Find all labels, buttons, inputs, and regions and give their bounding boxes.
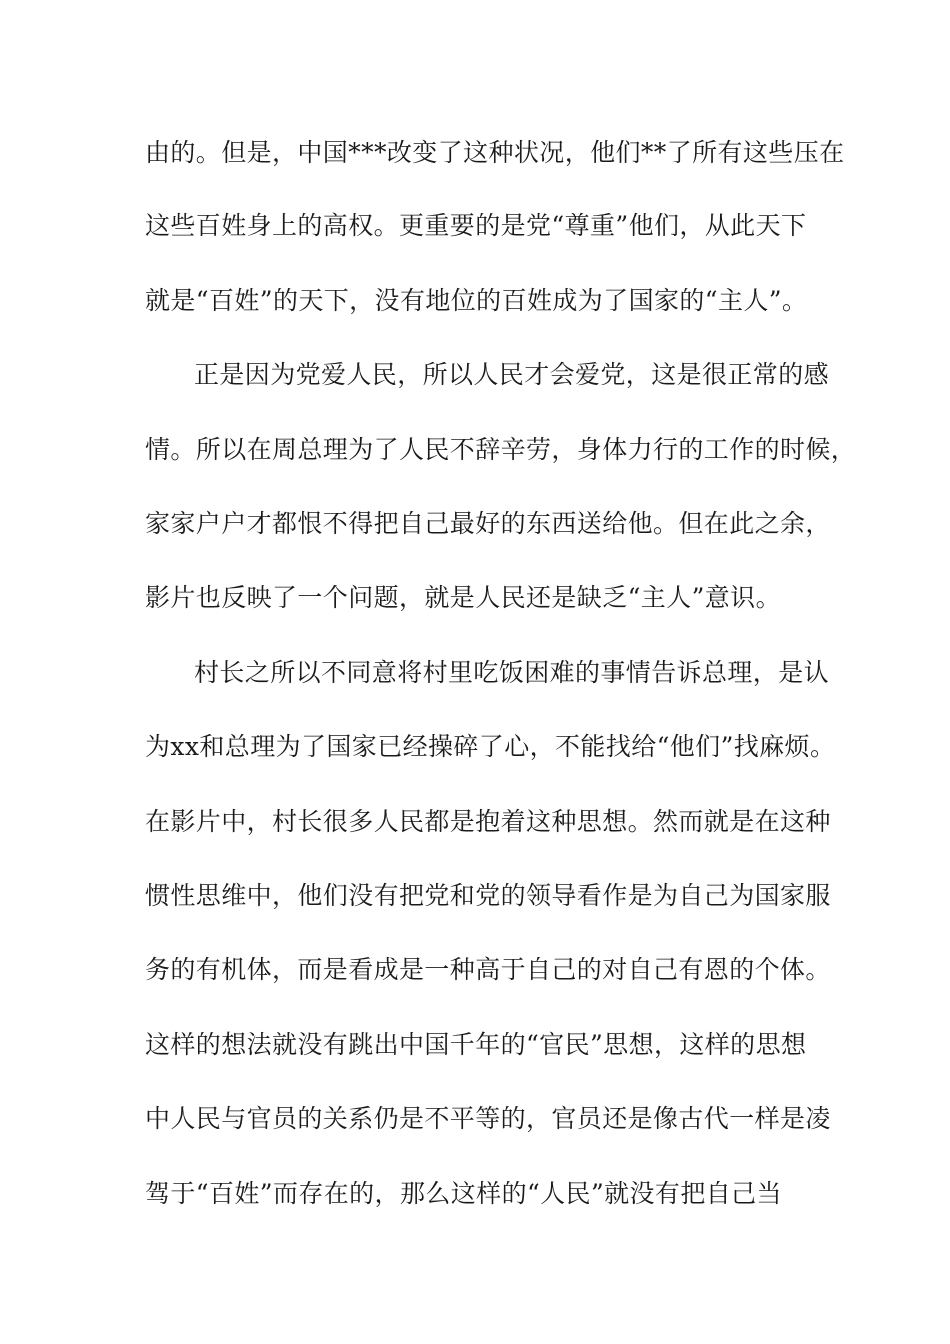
- paragraph-first-line: 村长之所以不同意将村里吃饭困难的事情告诉总理，是认: [194, 658, 830, 687]
- text-line: 这些百姓身上的高权。更重要的是党“尊重”他们，从此天下: [145, 211, 807, 240]
- text-line: 由的。但是，中国***改变了这种状况，他们**了所有这些压在: [145, 138, 845, 167]
- text-line: 在影片中，村长很多人民都是抱着这种思想。然而就是在这种: [145, 807, 831, 836]
- text-line: 惯性思维中，他们没有把党和党的领导看作是为自己为国家服: [145, 881, 831, 910]
- text-line: 就是“百姓”的天下，没有地位的百姓成为了国家的“主人”。: [145, 286, 808, 315]
- text-line: 中人民与官员的关系仍是不平等的，官员还是像古代一样是凌: [145, 1104, 831, 1133]
- text-line: 务的有机体，而是看成是一种高于自己的对自己有恩的个体。: [145, 955, 831, 984]
- text-line: 驾于“百姓”而存在的，那么这样的“人民”就没有把自己当: [145, 1179, 782, 1208]
- text-line: 家家户户才都恨不得把自己最好的东西送给他。但在此之余，: [145, 509, 831, 538]
- text-line: 这样的想法就没有跳出中国千年的“官民”思想，这样的思想: [145, 1030, 807, 1059]
- paragraph-first-line: 正是因为党爱人民，所以人民才会爱党，这是很正常的感: [194, 360, 830, 389]
- text-line: 为xx和总理为了国家已经操碎了心，不能找给“他们”找麻烦。: [145, 732, 836, 761]
- text-line: 影片也反映了一个问题，就是人民还是缺乏“主人”意识。: [145, 583, 781, 612]
- text-line: 情。所以在周总理为了人民不辞辛劳，身体力行的工作的时候，: [145, 435, 857, 464]
